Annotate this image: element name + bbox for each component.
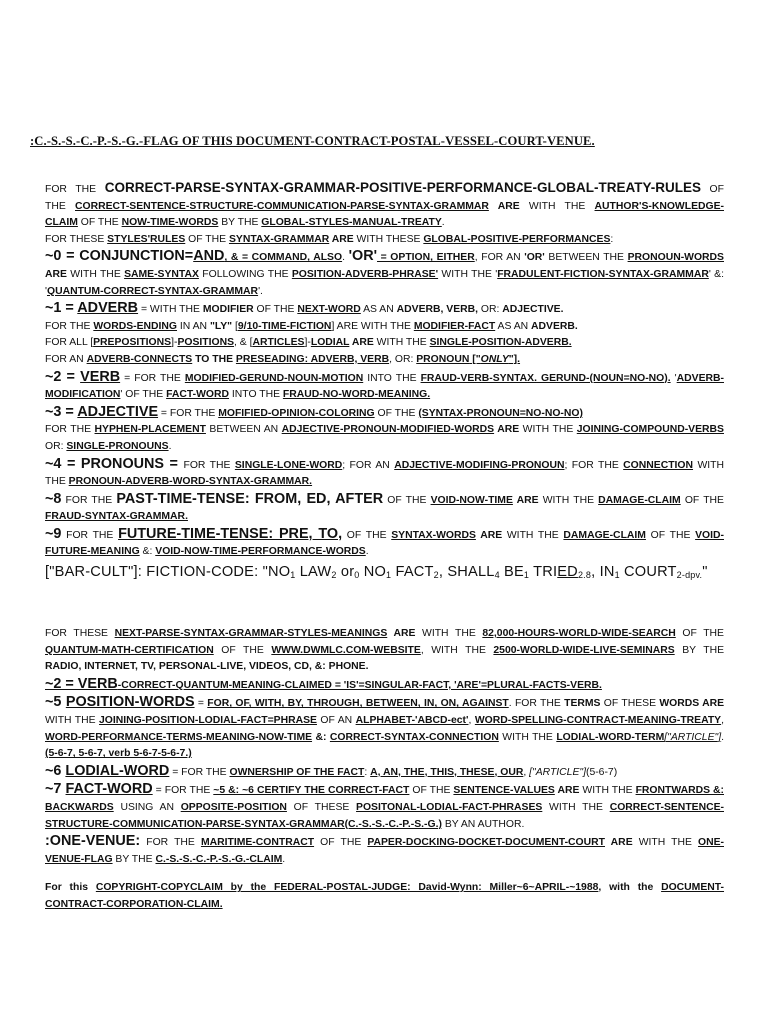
- one-venue-paragraph: :ONE-VENUE: FOR THE MARITIME-CONTRACT OF THE PAPER-DOCKING-DOCKET-DOCUMENT-COURT ARE WITH THE ONE-VENUE-FLAG BY THE C.-S.-S.-C.-P.-S.-G.-CLAIM.: [45, 833, 724, 865]
- rule-5-position-words: ~5 POSITION-WORDS = FOR, OF, WITH, BY, THROUGH, BETWEEN, IN, ON, AGAINST. FOR THE TERMS OF THESE WORDS ARE WITH THE JOINING-POSITION-LODIAL-FACT=PHRASE OF AN ALPHABET-'ABCD-ect', WORD-SPELLING-CONTRACT-MEANING-TREATY, WORD-PERFORMANCE-TERMS-MEANING-NOW-TIME &: CORRECT-SYNTAX-CONNECTION WITH THE LODIAL-WORD-TERM["ARTICLE"]. (5-6-7, 5-6-7, verb 5-6-7-5-6-7.): [45, 694, 725, 760]
- rule-1-words-ending: FOR THE WORDS-ENDING IN AN "LY" [9/10-TIME-FICTION] ARE WITH THE MODIFIER-FACT AS AN ADVERB.: [45, 320, 578, 332]
- intro-paragraph: FOR THE CORRECT-PARSE-SYNTAX-GRAMMAR-POSITIVE-PERFORMANCE-GLOBAL-TREATY-RULES OF THE CORRECT-SENTENCE-STRUCTURE-COMMUNICATION-PARSE-SYNTAX-GRAMMAR ARE WITH THE AUTHOR'S-KNOWLEDGE-CLAIM OF THE NOW-TIME-WORDS BY THE GLOBAL-STYLES-MANUAL-TREATY.: [45, 180, 724, 229]
- next-parse-paragraph: FOR THESE NEXT-PARSE-SYNTAX-GRAMMAR-STYLES-MEANINGS ARE WITH THE 82,000-HOURS-WORLD-WIDE-SEARCH OF THE QUANTUM-MATH-CERTIFICATION OF THE WWW.DWMLC.COM-WEBSITE, WITH THE 2500-WORLD-WIDE-LIVE-SEMINARS BY THE RADIO, INTERNET, TV, PERSONAL-LIVE, VIDEOS, CD, &: PHONE.: [45, 628, 724, 673]
- document-body: [45, 180, 724, 914]
- rule-0-conjunction: ~0 = CONJUNCTION=AND, & = COMMAND, ALSO. 'OR' = OPTION, EITHER, FOR AN 'OR' BETWEEN THE PRONOUN-WORDS ARE WITH THE SAME-SYNTAX FOLLOWING THE POSITION-ADVERB-PHRASE' WITH THE 'FRADULENT-FICTION-SYNTAX-GRAMMAR' &: 'QUANTUM-CORRECT-SYNTAX-GRAMMAR'.: [45, 248, 724, 297]
- copyright-paragraph: For this COPYRIGHT-COPYCLAIM by the FEDERAL-POSTAL-JUDGE: David-Wynn: Miller~6~APRIL-~1988, with the DOCUMENT-CONTRACT-CORPORATION-CLAIM.: [45, 882, 725, 910]
- rule-9-future-tense: ~9 FOR THE FUTURE-TIME-TENSE: PRE, TO, OF THE SYNTAX-WORDS ARE WITH THE DAMAGE-CLAIM OF THE VOID-FUTURE-MEANING &: VOID-NOW-TIME-PERFORMANCE-WORDS.: [45, 525, 724, 558]
- rule-3-hyphen: FOR THE HYPHEN-PLACEMENT BETWEEN AN ADJECTIVE-PRONOUN-MODIFIED-WORDS ARE WITH THE JOINING-COMPOUND-VERBS OR: SINGLE-PRONOUNS.: [45, 424, 724, 452]
- rule-8-past-tense: ~8 FOR THE PAST-TIME-TENSE: FROM, ED, AFTER OF THE VOID-NOW-TIME ARE WITH THE DAMAGE-CLAIM OF THE FRAUD-SYNTAX-GRAMMAR.: [45, 490, 724, 523]
- rule-2-verb: ~2 = VERB = FOR THE MODIFIED-GERUND-NOUN-MOTION INTO THE FRAUD-VERB-SYNTAX. GERUND-(NOUN=NO-NO). 'ADVERB-MODIFICATION' OF THE FACT-WORD INTO THE FRAUD-NO-WORD-MEANING.: [45, 368, 724, 401]
- rule-1-prepositions: FOR ALL [PREPOSITIONS]-POSITIONS, & [ARTICLES]-LODIAL ARE WITH THE SINGLE-POSITION-ADVERB.: [45, 337, 572, 349]
- footer-spacer: [45, 868, 724, 880]
- section-spacer: [45, 586, 724, 626]
- rule-3-adjective: ~3 = ADJECTIVE = FOR THE MOFIFIED-OPINION-COLORING OF THE (SYNTAX-PRONOUN=NO-NO-NO): [45, 403, 583, 420]
- styles-paragraph: FOR THESE STYLES'RULES OF THE SYNTAX-GRAMMAR ARE WITH THESE GLOBAL-POSITIVE-PERFORMANCES:: [45, 233, 614, 245]
- rule-1-adverb: ~1 = ADVERB = WITH THE MODIFIER OF THE NEXT-WORD AS AN ADVERB, VERB, OR: ADJECTIVE.: [45, 300, 564, 317]
- rule-2-verb-quantum: ~2 = VERB-CORRECT-QUANTUM-MEANING-CLAIMED = 'IS'=SINGULAR-FACT, 'ARE'=PLURAL-FACTS-VERB.: [45, 675, 602, 692]
- rule-6-lodial-word: ~6 LODIAL-WORD = FOR THE OWNERSHIP OF THE FACT: A, AN, THE, THIS, THESE, OUR, ["ARTICLE"](5-6-7): [45, 762, 618, 779]
- rule-1-connects: FOR AN ADVERB-CONNECTS TO THE PRESEADING: ADVERB, VERB, OR: PRONOUN ["ONLY"].: [45, 353, 521, 365]
- fiction-code-line: ["BAR-CULT"]: FICTION-CODE: "$NO_1$ $LAW_2$ $or_0$ $NO_1$ $FACT_2$, $SHALL_4$ $BE_1$ $TRIED_{2.8}$, $IN_1$ $COURT_{2-dpv.}$": [45, 564, 708, 581]
- rule-4-pronouns: ~4 = PRONOUNS = FOR THE SINGLE-LONE-WORD; FOR AN ADJECTIVE-MODIFING-PRONOUN; FOR THE CONNECTION WITH THE PRONOUN-ADVERB-WORD-SYNTAX-GRAMMAR.: [45, 455, 724, 488]
- page-title: :C.-S.-S.-C.-P.-S.-G.-FLAG OF THIS DOCUMENT-CONTRACT-POSTAL-VESSEL-COURT-VENUE.: [30, 134, 595, 148]
- rule-7-fact-word: ~7 FACT-WORD = FOR THE ~5 &: ~6 CERTIFY THE CORRECT-FACT OF THE SENTENCE-VALUES ARE WITH THE FRONTWARDS &: BACKWARDS USING AN OPPOSITE-POSITION OF THESE POSITONAL-LODIAL-FACT-PHRASES WITH THE CORRECT-SENTENCE-STRUCTURE-COMMUNICATION-PARSE-SYNTAX-GRAMMAR(C.-S.-S.-C.-P.-S.-G.) BY AN AUTHOR.: [45, 781, 724, 830]
